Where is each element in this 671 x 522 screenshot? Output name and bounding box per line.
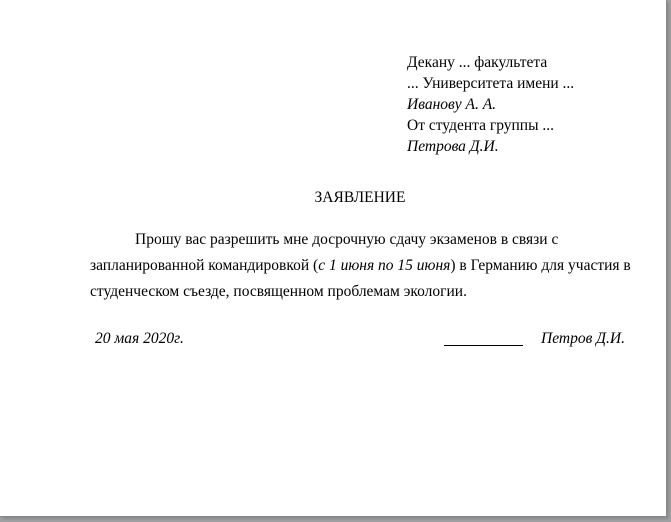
sender-name: Петрова Д.И. — [407, 138, 499, 155]
body-text: запланированной командировкой ( — [90, 257, 319, 274]
addressee-university: ... Университета имени ... — [407, 75, 575, 92]
addressee-dean: Декану ... факультета — [407, 54, 548, 71]
document-title: ЗАЯВЛЕНИЕ — [314, 189, 406, 206]
body-line-1: Прошу вас разрешить мне досрочную сдачу экзаменов в связи с — [135, 231, 559, 248]
addressee-name: Иванову А. А. — [407, 96, 497, 113]
body-line-3: студенческом съезде, посвященном проблемам экологии. — [90, 283, 467, 300]
date-range: с 1 июня по 15 июня — [318, 257, 451, 274]
sender-group: От студента группы ... — [407, 117, 555, 134]
signature-line — [444, 345, 523, 346]
signature-name: Петров Д.И. — [541, 330, 625, 347]
body-text: ) в Германию для участия в — [450, 257, 631, 274]
document-date: 20 мая 2020г. — [95, 330, 184, 347]
body-line-2 — [90, 257, 631, 275]
